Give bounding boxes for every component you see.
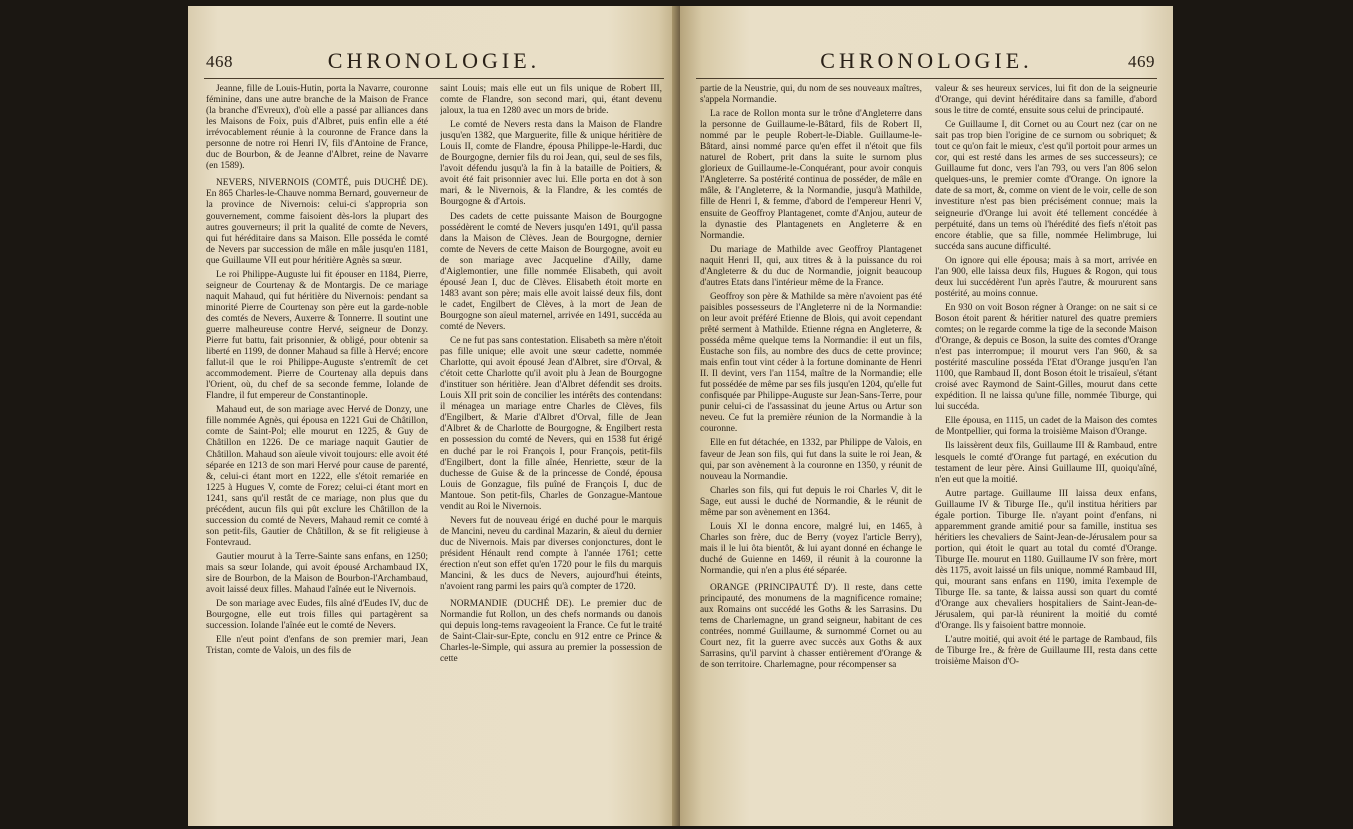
left-column-1 <box>206 84 428 819</box>
paragraph: Autre partage. Guillaume III laissa deux enfans, Guillaume IV & Tiburge IIe., qu'il institua héritiers par égale portion. Tiburge IIe. n'ayant point d'enfans, ni apparemment grande amitié pour sa famille, institua ses héritiers les chevaliers de Saint-Jean-de-Jérusalem pour sa portion, qui étoit le quart au total du comté d'Orange. Tiburge IIe. mourut en 1180. Guillaume IV son frère, mort dès 1175, avoit laissé un fils unique, nommé Rambaud III, qui, mourant sans enfans en 1190, imita l'exemple de Tiburge IIe. sa tante, & laissa aussi son quart du comté d'Orange aux chevaliers hospitaliers de Saint-Jean-de-Jérusalem, qui par-là réunirent la moitié du comté d'Orange. Ils y faisoient battre monnoie. <box>935 488 1157 632</box>
paragraph: La race de Rollon monta sur le trône d'Angleterre dans la personne de Guillaume-le-Bâtard, fils de Robert II, nommé par le peuple Robert-le-Diable. Guillaume-le-Bâtard, ainsi nommé parce qu'en effet il n'étoit que fils naturel de Robert, prit dans la suite le surnom plus glorieux de Guillaume-le-Conquérant, pour avoir conquis l'Angleterre. Sa postérité continua de posséder, de mâle en mâle, & l'Angleterre, & la Normandie, jusqu'à Mathilde, fille de Henri I, & femme, d'abord de l'empereur Henri V, ensuite de Geoffroy Plantagenet, comte d'Anjou, auteur de la dynastie des Plantagenets en Angleterre & en Normandie. <box>700 109 922 241</box>
right-page <box>680 6 1173 826</box>
paragraph: Jeanne, fille de Louis-Hutin, porta la Navarre, couronne féminine, dans une autre branche de la Maison de France (la branche d'Evreux), d'où elle a passé par alliances dans les Maisons de Foix, puis d'Albret, puis enfin elle a été irrévocablement réunie à la couronne de France dans la personne de notre roi Henri IV, fils d'Antoine de France, duc de Bourbon, & de Jeanne d'Albret, reine de Navarre (en 1589). <box>206 84 428 172</box>
paragraph: Du mariage de Mathilde avec Geoffroy Plantagenet naquit Henri II, qui, aux titres & à la puissance du roi d'Angleterre & du duc de Normandie, joignit beaucoup d'autres Etats dans l'intérieur même de la France. <box>700 244 922 288</box>
paragraph: Ils laissèrent deux fils, Guillaume III & Rambaud, entre lesquels le comté d'Orange fut partagé, en exécution du testament de leur père. Ainsi Guillaume III, quoiqu'aîné, n'en eut que la moitié. <box>935 441 1157 485</box>
paragraph: Le comté de Nevers resta dans la Maison de Flandre jusqu'en 1382, que Marguerite, fille & unique héritière de Louis II, comte de Flandre, épousa Philippe-le-Hardi, duc de Bourgogne, dernier fils du roi Jean, qui, seul de ses fils, l'avoit défendu jusqu'à la fin à la bataille de Poitiers, & avoit été fait prisonnier avec lui. Elle porta en dot à son mari, & le Nivernois, & la Flandre, & les comtés de Bourgogne & d'Artois. <box>440 120 662 208</box>
page-number: 468 <box>206 52 233 71</box>
paragraph: On ignore qui elle épousa; mais à sa mort, arrivée en l'an 900, elle laissa deux fils, Hugues & Rogon, qui tous deux lui succédèrent l'un après l'autre, & moururent sans postérité, au moins connue. <box>935 255 1157 299</box>
paragraph: De son mariage avec Eudes, fils aîné d'Eudes IV, duc de Bourgogne, elle eut trois filles qui partagèrent sa succession. Iolande l'aînée eut le comté de Nevers. <box>206 599 428 632</box>
header-rule <box>696 78 1157 79</box>
left-page <box>188 6 680 826</box>
left-page-header <box>188 48 680 78</box>
paragraph: Louis XI le donna encore, malgré lui, en 1465, à Charles son frère, duc de Berry (voyez l'article Berry), mais il le lui ôta bientôt, & lui ayant donné en échange le duché de Guienne en 1469, il réunit à la couronne la Normandie, qui n'en a plus été séparée. <box>700 521 922 576</box>
page-number: 469 <box>1128 52 1155 71</box>
paragraph: saint Louis; mais elle eut un fils unique de Robert III, comte de Flandre, son second mari, qui, étant devenu jaloux, la tua en 1280 avec un mors de bride. <box>440 84 662 117</box>
right-column-2 <box>935 84 1157 819</box>
paragraph: Ce ne fut pas sans contestation. Elisabeth sa mère n'étoit pas fille unique; elle avoit une sœur cadette, nommée Charlotte, qui avoit épousé Jean d'Albret, sire d'Orval, & c'étoit cette Charlotte qu'il avoit plu à Jean de Bourgogne d'instituer son héritière. Jean d'Albret défendit ses droits. Louis XII prit soin de concilier les intérêts des contendans: il ménagea un mariage entre Charles de Clèves, fils d'Engilbert, & Marie d'Albret d'Orval, fille de Jean d'Albret & de Charlotte de Bourgogne, & Engilbert resta en possession du comté de Nevers, qui en 1538 fut érigé en duché par le roi François I, pour François, petit-fils d'Engilbert, dont la fille aînée, Henriette, sœur de la duchesse de Guise & de la princesse de Condé, épousa Louis de Gonzague, fils puîné de François I, duc de Mantoue. Son petit-fils, Charles de Gonzague-Mantoue vendit au Roi le Nivernois. <box>440 336 662 512</box>
paragraph: Nevers fut de nouveau érigé en duché pour le marquis de Mancini, neveu du cardinal Mazarin, & aïeul du dernier duc de Nivernois. Mais par diverses conjonctures, dont le président Hénault rend compte à l'année 1761; cette érection n'eut son effet qu'en 1720 pour le fils du marquis Mancini, & les ducs de Nevers, aujourd'hui éteints, n'avoient rang parmi les pairs qu'à compter de 1720. <box>440 515 662 593</box>
header-rule <box>204 78 664 79</box>
paragraph: Elle en fut détachée, en 1332, par Philippe de Valois, en faveur de Jean son fils, qui fut dans la suite le roi Jean, & qui, par son avènement à la couronne en 1350, y réunit de nouveau la Normandie. <box>700 438 922 482</box>
paragraph: Ce Guillaume I, dit Cornet ou au Court nez (car on ne sait pas trop bien l'origine de ce surnom ou sobriquet; & tout ce qu'on fait le mieux, c'est qu'il portoit pour armes un cor, qui est resté dans les armes de ses successeurs); ce Guillaume fut donc, vers l'an 793, ou vers l'an 806 selon quelques-uns, le premier comte d'Orange. On ignore la date de sa mort, &, comme on vient de le voir, celle de son investiture n'est pas bien précisément connue; mais la seigneurie d'Orange lui avoit été tellement concédée à perpétuité, dans un tems où l'hérédité des fiefs n'étoit pas encore établie, que sa fille, nommée Helimbruge, lui succéda sans aucune difficulté. <box>935 120 1157 252</box>
paragraph: En 930 on voit Boson régner à Orange: on ne sait si ce Boson étoit parent & héritier naturel des quatre premiers comtes; on le regarde comme la tige de la seconde Maison d'Orange, & depuis ce Boson, la suite des comtes d'Orange n'est pas interrompue; il mourut vers l'an 960, & sa postérité masculine posséda l'Etat d'Orange jusqu'en l'an 1100, que Rambaud II, dont Boson étoit le trisaïeul, s'étant croisé avec Raymond de Saint-Gilles, mourut dans cette expédition. Il ne laissa qu'une fille, nommée Tiburge, qui lui succéda. <box>935 302 1157 413</box>
entry-paragraph: ORANGE (PRINCIPAUTÉ D'). Il reste, dans cette principauté, des monumens de la magnificence romaine; aux Romains ont succédé les Goths & les Sarrasins. Du tems de Charlemagne, un grand seigneur, habitant de ces contrées, nommé Guillaume, & surnommé Cornet ou au Court nez, fit la guerre avec succès aux Goths & aux Sarrasins, qu'il parvint à chasser entièrement d'Orange & de son territoire. Charlemagne, pour récompenser sa <box>700 583 922 671</box>
left-column-2 <box>440 84 662 819</box>
running-head: CHRONOLOGIE. <box>820 48 1033 73</box>
paragraph: Des cadets de cette puissante Maison de Bourgogne possédèrent le comté de Nevers jusqu'en 1491, qu'il passa dans la Maison de Clèves. Jean de Bourgogne, dernier comte de Nevers de cette Maison de Bourgogne, avoit eu de son mariage avec Jacqueline d'Ailly, dame d'Aiglemontier, une fille nommée Elisabeth, qui avoit épousé Jean I, duc de Clèves. Elisabeth étoit morte en 1483 avant son père; mais elle avoit laissé deux fils, dont le cadet, Engilbert de Clèves, à la mort de Jean de Bourgogne son aïeul maternel, arrivée en 1491, succéda au comté de Nevers. <box>440 211 662 332</box>
right-page-header <box>680 48 1173 78</box>
paragraph: valeur & ses heureux services, lui fit don de la seigneurie d'Orange, qui devint héréditaire dans sa famille, d'abord sous le titre de comté, ensuite sous celui de principauté. <box>935 84 1157 117</box>
entry-paragraph: NORMANDIE (DUCHÉ DE). Le premier duc de Normandie fut Rollon, un des chefs normands ou danois qui depuis long-tems ravageoient la France. Ce fut le traité de Saint-Clair-sur-Epte, conclu en 912 entre ce Prince & Charles-le-Simple, qui assura au premier la possession de cette <box>440 599 662 665</box>
paragraph: Elle n'eut point d'enfans de son premier mari, Jean Tristan, comte de Valois, un des fils de <box>206 635 428 657</box>
paragraph: Geoffroy son père & Mathilde sa mère n'avoient pas été paisibles possesseurs de l'Angleterre ni de la Normandie: on leur avoit préféré Etienne de Blois, qui avoit cependant prêté serment à Mathilde. Etienne régna en Angleterre, & posséda même quelque tems la Normandie: il eut un fils, Eustache son fils, au nombre des ducs de cette province; mais enfin tout vint céder à la fortune dominante de Henri II. Il devint, vers l'an 1154, maître de la Normandie; elle fut possédée de même par ses fils jusqu'en 1204, qu'elle fut confisquée par Philippe-Auguste sur Jean-Sans-Terre, pour punir celui-ci de l'assassinat du jeune Artus ou Artur son neveu. Ce fut la première réunion de la Normandie à la couronne. <box>700 291 922 435</box>
paragraph: L'autre moitié, qui avoit été le partage de Rambaud, fils de Tiburge Ire., & frère de Guillaume III, resta dans cette troisième Maison d'O- <box>935 635 1157 668</box>
paragraph: Charles son fils, qui fut depuis le roi Charles V, dit le Sage, eut aussi le duché de Normandie, & le réunit de même par son avènement en 1364. <box>700 485 922 518</box>
paragraph: Mahaud eut, de son mariage avec Hervé de Donzy, une fille nommée Agnès, qui épousa en 1221 Gui de Châtillon, comte de Saint-Pol; elle mourut en 1225, & Guy de Châtillon en 1226. De ce mariage naquit Gautier de Châtillon. Mahaud son aïeule vivoit toujours: elle avoit été séparée en 1213 de son mari Hervé pour cause de parenté, &, celui-ci étant mort en 1222, elle s'étoit remariée en 1225 à Hugues V, comte de Forez; celui-ci étant mort en 1241, sans qu'il restât de ce mariage, non plus que du précédent, aucun fils qui pût exclure les Châtillon de la succession du comté de Nevers, Mahaud remit ce comté à son petit-fils, Gautier de Châtillon, & se fit religieuse à Fontevraud. <box>206 405 428 548</box>
entry-paragraph: NEVERS, NIVERNOIS (COMTÉ, puis DUCHÉ DE). En 865 Charles-le-Chauve nomma Bernard, gouverneur de la province de Nivernois: celui-ci s'appropria son gouvernement, comme faisoient dès-lors la plupart des autres gouverneurs; il prit la qualité de comte de Nevers, qui fut héréditaire dans sa Maison. Elle posséda le comté de Nevers par succession de mâle en mâle jusqu'en 1181, que Guillaume VII eut pour héritière Agnès sa sœur. <box>206 178 428 266</box>
paragraph: Le roi Philippe-Auguste lui fit épouser en 1184, Pierre, seigneur de Courtenay & de Montargis. De ce mariage naquit Mahaud, qui fut héritière du Nivernois: pendant sa minorité Pierre de Courtenay son père eut la garde-noble des comtés de Nevers, Auxerre & Tonnerre. Il soutint une guerre malheureuse contre Hervé, seigneur de Donzy. Pierre fut battu, fait prisonnier, & obligé, pour obtenir sa liberté en 1199, de donner Mahaud sa fille à Hervé; encore fallut-il que le roi Philippe-Auguste s'entremît de cet accommodement. Pierre de Courtenay alla depuis dans l'Orient, où, du chef de sa seconde femme, Iolande de Flandre, il fut empereur de Constantinople. <box>206 269 428 402</box>
paragraph: Gautier mourut à la Terre-Sainte sans enfans, en 1250; mais sa sœur Iolande, qui avoit épousé Archambaud IX, sire de Bourbon, de la Maison de Bourbon-l'Archambaud, avoit laissé deux filles. Mahaud l'aînée eut le Nivernois. <box>206 551 428 596</box>
paragraph: Elle épousa, en 1115, un cadet de la Maison des comtes de Montpellier, qui forma la troisième Maison d'Orange. <box>935 416 1157 438</box>
paragraph: partie de la Neustrie, qui, du nom de ses nouveaux maîtres, s'appela Normandie. <box>700 84 922 106</box>
running-head: CHRONOLOGIE. <box>327 48 541 73</box>
right-column-1 <box>700 84 922 819</box>
